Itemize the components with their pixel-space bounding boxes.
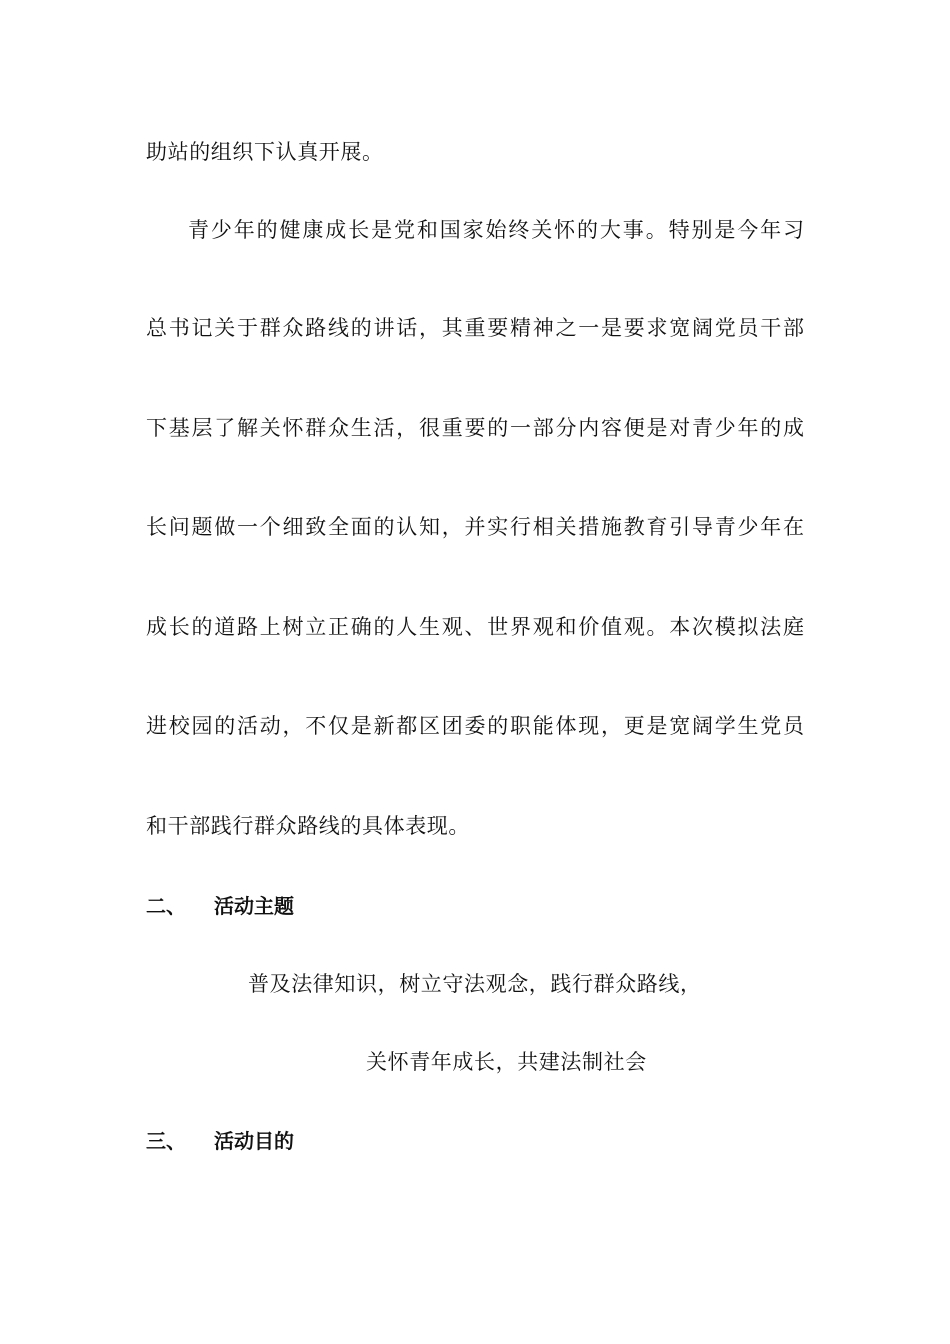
paragraph-line: 助站的组织下认真开展。 (146, 140, 384, 164)
paragraph-line: 成长的道路上树立正确的人生观、世界观和价值观。本次模拟法庭 (146, 615, 804, 639)
section-number: 三、 (146, 1129, 186, 1153)
paragraph-line: 和干部践行群众路线的具体表现。 (146, 814, 470, 838)
section-heading-2 (146, 891, 294, 921)
section-title: 活动主题 (214, 894, 294, 918)
paragraph-line: 总书记关于群众路线的讲话，其重要精神之一是要求宽阔党员干部 (146, 316, 804, 340)
theme-line-1: 普及法律知识，树立守法观念，践行群众路线， (248, 972, 702, 996)
section-heading-3 (146, 1126, 294, 1156)
section-title: 活动目的 (214, 1129, 294, 1153)
paragraph-line: 进校园的活动，不仅是新都区团委的职能体现，更是宽阔学生党员 (146, 714, 804, 738)
paragraph-line: 青少年的健康成长是党和国家始终关怀的大事。特别是今年习 (188, 218, 804, 242)
paragraph-line: 下基层了解关怀群众生活，很重要的一部分内容便是对青少年的成 (146, 416, 804, 440)
paragraph-line: 长问题做一个细致全面的认知，并实行相关措施教育引导青少年在 (146, 515, 804, 539)
section-number: 二、 (146, 894, 186, 918)
theme-line-2: 关怀青年成长，共建法制社会 (366, 1050, 647, 1074)
